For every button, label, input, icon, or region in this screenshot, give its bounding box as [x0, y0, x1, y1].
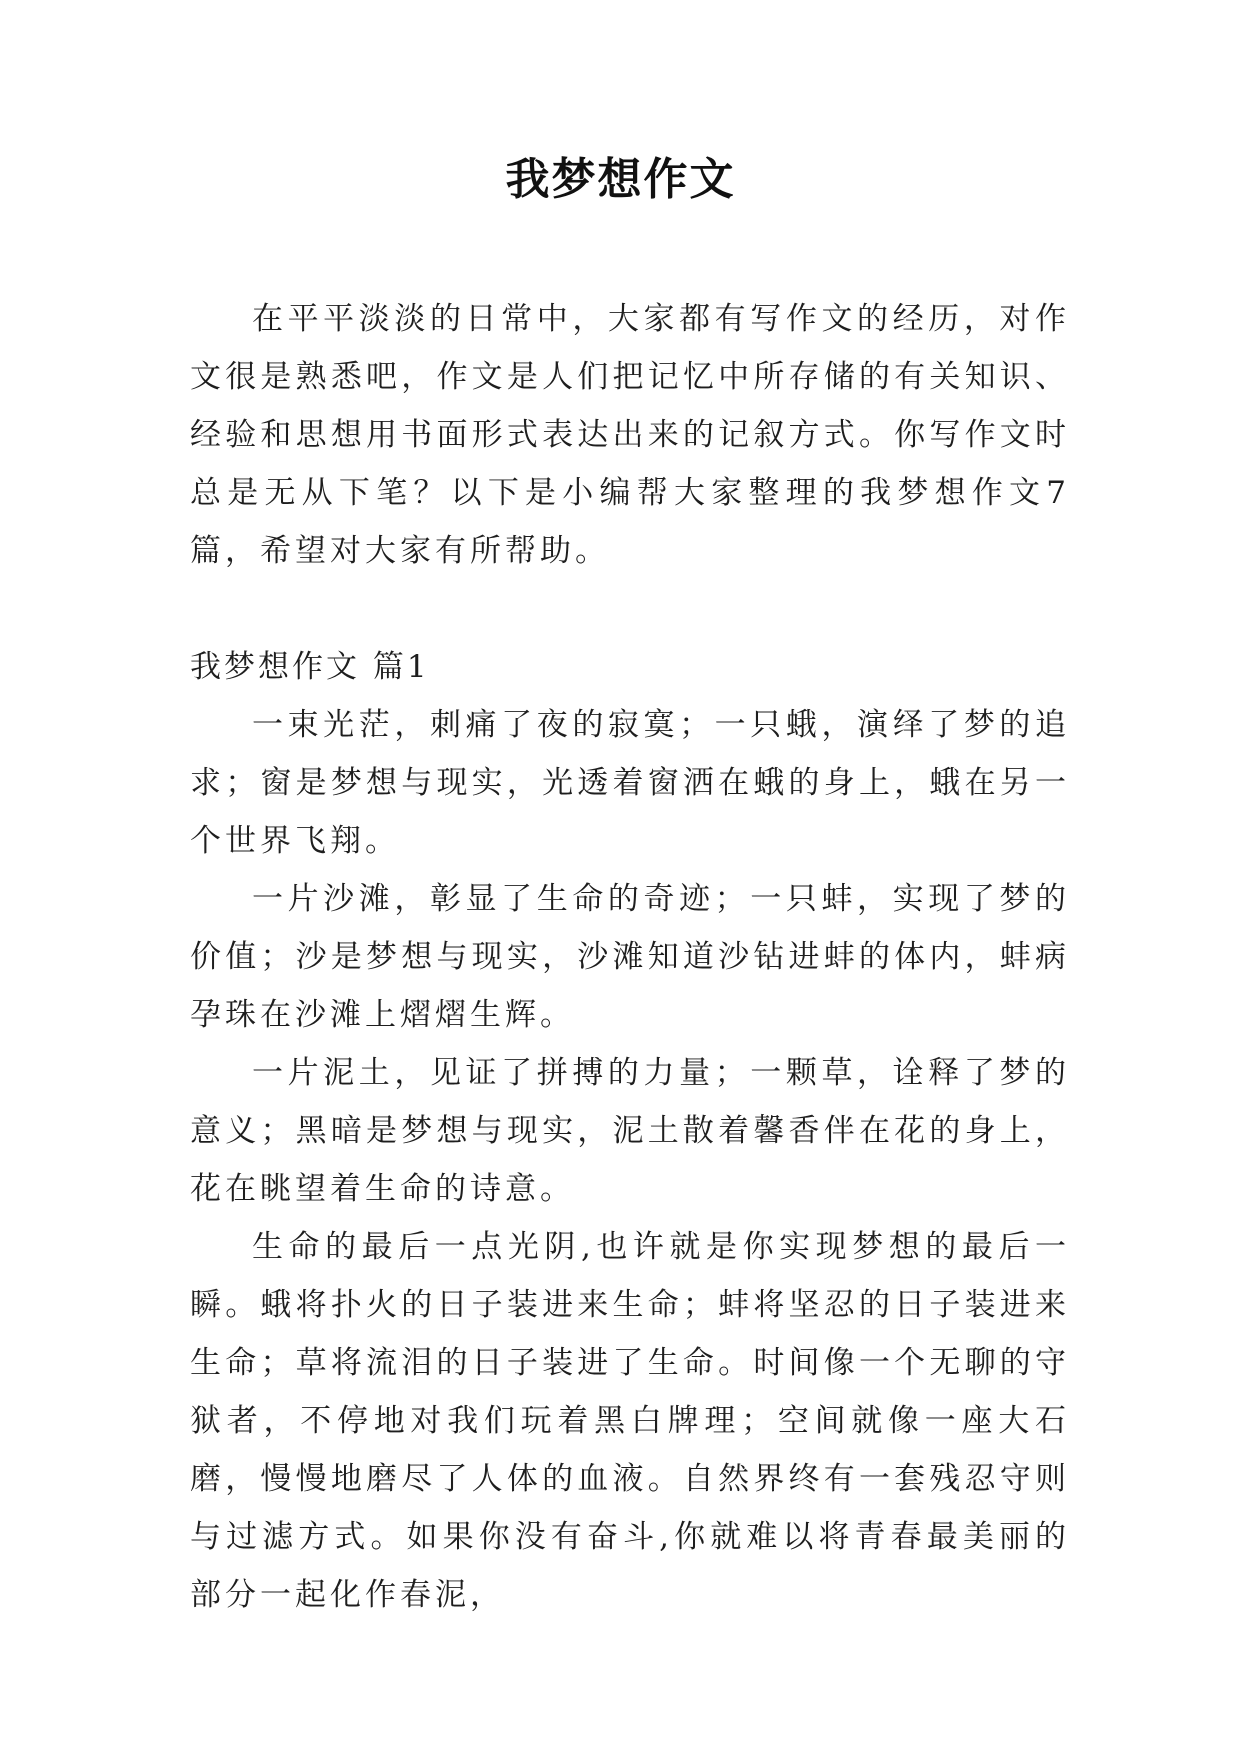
- body-paragraph: 一束光茫，刺痛了夜的寂寞；一只蛾，演绎了梦的追求；窗是梦想与现实，光透着窗洒在蛾的身上，蛾在另一个世界飞翔。: [190, 707, 1070, 859]
- body-paragraph: 一片泥土，见证了拼搏的力量；一颗草，诠释了梦的意义；黑暗是梦想与现实，泥土散着馨香伴在花的身上，花在眺望着生命的诗意。: [190, 1055, 1070, 1207]
- document-title: 我梦想作文: [505, 154, 736, 205]
- body-paragraph: 一片沙滩，彰显了生命的奇迹；一只蚌，实现了梦的价值；沙是梦想与现实，沙滩知道沙钻进蚌的体内，蚌病孕珠在沙滩上熠熠生辉。: [190, 881, 1070, 1033]
- document-body: [190, 290, 1070, 1624]
- body-paragraph: 生命的最后一点光阴,也许就是你实现梦想的最后一瞬。蛾将扑火的日子装进来生命；蚌将坚忍的日子装进来生命；草将流泪的日子装进了生命。时间像一个无聊的守狱者，不停地对我们玩着黑白牌理；空间就像一座大石磨，慢慢地磨尽了人体的血液。自然界终有一套残忍守则与过滤方式。如果你没有奋斗,你就难以将青春最美丽的部分一起化作春泥，: [190, 1229, 1070, 1613]
- intro-paragraph: 在平平淡淡的日常中，大家都有写作文的经历，对作文很是熟悉吧，作文是人们把记忆中所存储的有关知识、经验和思想用书面形式表达出来的记叙方式。你写作文时总是无从下笔？以下是小编帮大家整理的我梦想作文7篇，希望对大家有所帮助。: [190, 301, 1070, 569]
- section-heading: 我梦想作文 篇1: [190, 649, 430, 685]
